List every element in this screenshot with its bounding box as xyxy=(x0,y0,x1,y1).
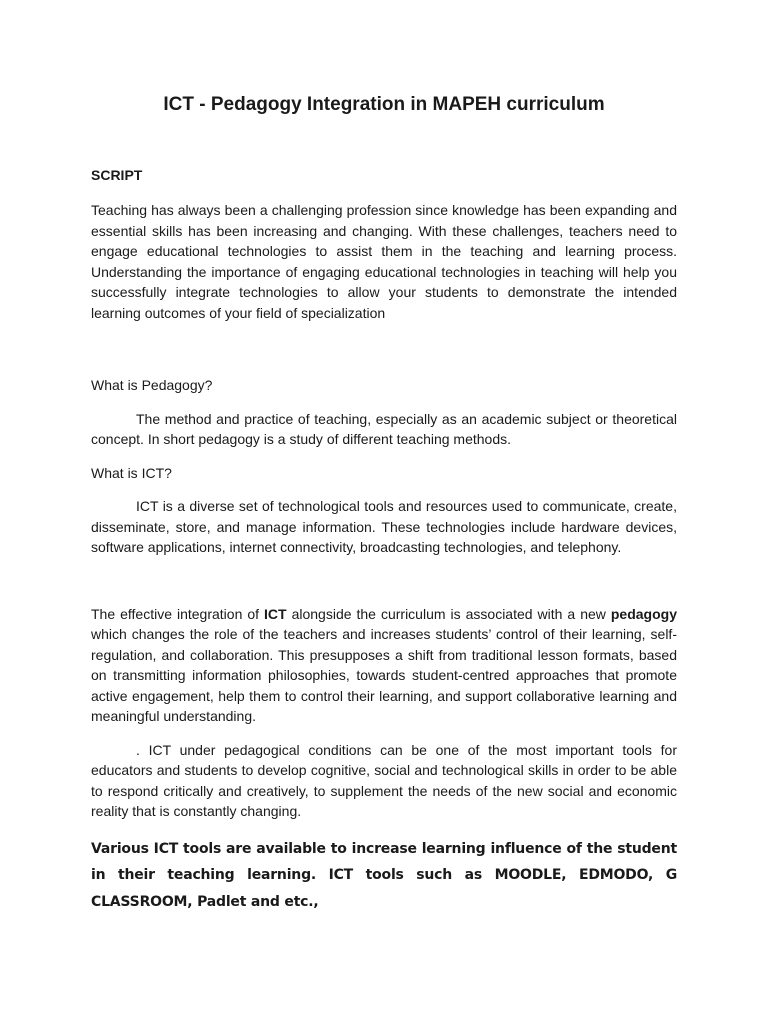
question-pedagogy: What is Pedagogy? xyxy=(91,377,213,393)
integration-bold-ict: ICT xyxy=(264,605,287,622)
integration-bold-pedagogy: pedagogy xyxy=(610,605,677,622)
document-title: ICT - Pedagogy Integration in MAPEH curriculum xyxy=(163,94,605,115)
answer-ict: ICT is a diverse set of technological tools and resources used to communicate, create, disseminate, store, and manage information. These technologies include hardware devices, software applications, internet connectivity, broadcasting technologies, and telephony. xyxy=(91,498,677,555)
intro-paragraph: Teaching has always been a challenging profession since knowledge has been expanding and essential skills has been increasing and changing. With these challenges, teachers need to engage educational technologies to assist them in the teaching and learning process. Understanding the importance of engaging educational technologies in teaching will help you successfully integrate technologies to allow your students to demonstrate the intended learning outcomes of your field of specialization xyxy=(91,202,677,321)
integration-text-3: which changes the role of the teachers and increases students’ control of their learning, self-regulation, and collaboration. This presupposes a shift from traditional lesson formats, based on transmitting information philosophies, towards student-centred approaches that promote active engagement, help them to control their learning, and support collaborative learning and meaningful understanding. xyxy=(91,626,677,724)
section-heading: SCRIPT xyxy=(91,167,143,183)
ict-conditions-paragraph: . ICT under pedagogical conditions can be one of the most important tools for educators and students to develop cognitive, social and technological skills in order to be able to respond critically and creatively, to supplement the needs of the new social and economic reality that is constantly changing. xyxy=(91,741,677,819)
tools-paragraph: Various ICT tools are available to increase learning influence of the student in their teaching learning. ICT tools such as MOODLE, EDMODO, G CLASSROOM, Padlet and etc., xyxy=(91,840,677,910)
integration-text-1: The effective integration of xyxy=(91,605,265,622)
integration-text-2: alongside the curriculum is associated with a new xyxy=(286,605,611,622)
integration-paragraph xyxy=(91,604,677,727)
answer-pedagogy: The method and practice of teaching, especially as an academic subject or theoretical concept. In short pedagogy is a study of different teaching methods. xyxy=(91,410,677,447)
question-ict: What is ICT? xyxy=(91,464,172,481)
